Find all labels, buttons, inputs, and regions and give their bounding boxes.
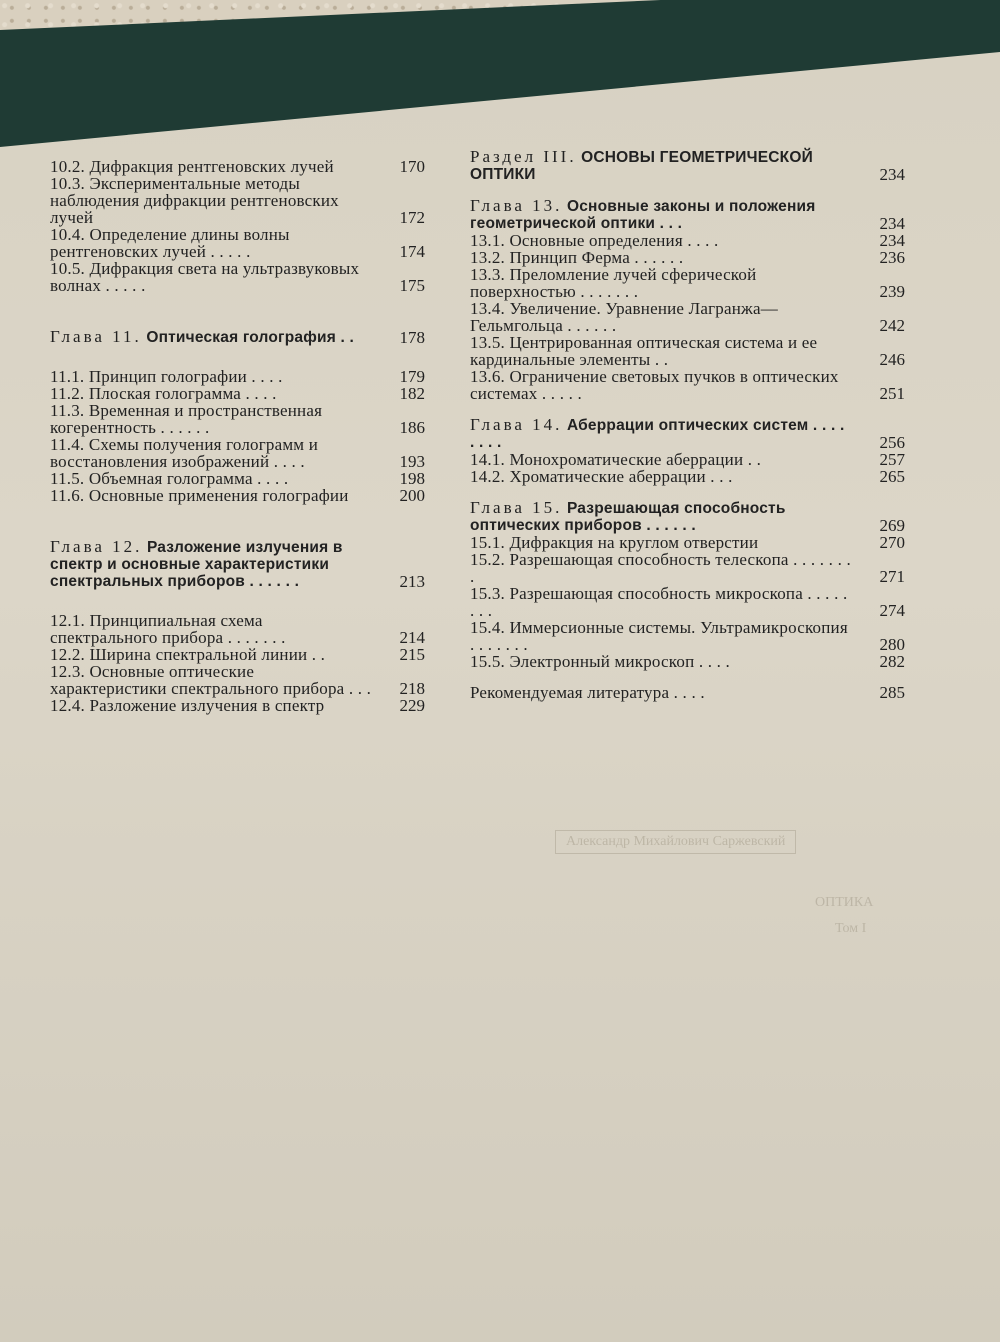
toc-page-number: 170 xyxy=(399,157,425,176)
toc-entry xyxy=(50,612,425,646)
toc-entry-text: 13.3. Преломление лучей сферической поверхностью . . . . . . . xyxy=(470,265,757,301)
toc-entry xyxy=(470,653,905,670)
toc-chapter-entry xyxy=(50,328,425,346)
toc-entry-title xyxy=(470,585,853,619)
toc-page-number: 285 xyxy=(879,683,905,702)
toc-page-number: 269 xyxy=(879,516,905,535)
toc-entry-text: 13.4. Увеличение. Уравнение Лагранжа—Гельмгольца . . . . . . xyxy=(470,299,778,335)
toc-entry xyxy=(50,368,425,385)
imprint-title: ОПТИКА xyxy=(815,895,874,910)
toc-entry-title xyxy=(50,697,373,714)
toc-entry-title xyxy=(50,402,373,436)
toc-entry-title xyxy=(470,197,853,232)
toc-entry-title xyxy=(470,534,853,551)
toc-entry-title xyxy=(470,653,853,670)
toc-entry-text: 15.5. Электронный микроскоп . . . . xyxy=(470,652,730,671)
toc-page-number: 270 xyxy=(879,533,905,552)
toc-entry xyxy=(470,300,905,334)
toc-entry xyxy=(50,663,425,697)
toc-chapter-prefix: Глава 13. xyxy=(470,196,563,215)
toc-entry xyxy=(470,551,905,585)
toc-entry-text: 12.2. Ширина спектральной линии . . xyxy=(50,645,326,664)
toc-chapter-prefix: Глава 14. xyxy=(470,415,563,434)
toc-entry xyxy=(50,646,425,663)
toc-entry-text: Разрешающая способность оптических приборов . . . . . . xyxy=(470,500,786,534)
toc-entry-text: Разложение излучения в спектр и основные характеристики спектральных приборов . . . . . . xyxy=(50,539,343,590)
toc-entry-title xyxy=(50,612,373,646)
toc-entry xyxy=(50,260,425,294)
toc-entry-title xyxy=(50,158,373,175)
toc-page-number: 214 xyxy=(399,628,425,647)
toc-entry-title xyxy=(470,232,853,249)
toc-entry xyxy=(50,175,425,226)
toc-page-number: 215 xyxy=(399,645,425,664)
toc-page-number: 246 xyxy=(879,350,905,369)
toc-chapter-prefix: Глава 15. xyxy=(470,498,563,517)
toc-chapter-entry xyxy=(470,148,905,183)
toc-chapter-entry xyxy=(470,416,905,451)
toc-entry-title xyxy=(470,249,853,266)
toc-entry-title xyxy=(50,487,373,504)
toc-entry xyxy=(50,226,425,260)
toc-entry-text: 13.1. Основные определения . . . . xyxy=(470,231,719,250)
toc-page-number: 257 xyxy=(879,450,905,469)
toc-right-column xyxy=(470,148,905,701)
toc-page-number: 265 xyxy=(879,467,905,486)
toc-entry-title xyxy=(470,684,853,701)
toc-entry xyxy=(50,697,425,714)
imprint-volume: Том I xyxy=(835,921,867,936)
toc-entry-text: 10.2. Дифракция рентгеновских лучей xyxy=(50,157,334,176)
toc-entry-title xyxy=(470,416,853,451)
toc-entry xyxy=(470,368,905,402)
toc-page-number: 236 xyxy=(879,248,905,267)
toc-entry-title xyxy=(470,451,853,468)
toc-page-number: 179 xyxy=(399,367,425,386)
toc-entry-text: 11.5. Объемная голограмма . . . . xyxy=(50,469,289,488)
toc-entry-text: Аберрации оптических систем . . . . . . . . xyxy=(470,417,845,451)
toc-entry-text: 10.3. Экспериментальные методы наблюдения дифракции рентгеновских лучей xyxy=(50,174,339,227)
toc-page-number: 274 xyxy=(879,601,905,620)
toc-entry-text: 11.4. Схемы получения голограмм и восстановления изображений . . . . xyxy=(50,435,319,471)
toc-entry xyxy=(50,158,425,175)
toc-entry-title xyxy=(50,470,373,487)
toc-entry-text: Оптическая голография . . xyxy=(146,329,354,346)
toc-entry xyxy=(50,402,425,436)
toc-entry-title xyxy=(470,499,853,534)
toc-entry-text: 15.1. Дифракция на круглом отверстии xyxy=(470,533,759,552)
toc-entry-title xyxy=(50,385,373,402)
toc-entry-title xyxy=(470,368,853,402)
toc-page-number: 175 xyxy=(399,276,425,295)
toc-entry xyxy=(470,619,905,653)
toc-chapter-prefix: Глава 12. xyxy=(50,537,143,556)
toc-chapter-entry xyxy=(470,197,905,232)
toc-entry xyxy=(470,334,905,368)
toc-left-column xyxy=(50,158,425,714)
toc-entry-text: 11.2. Плоская голограмма . . . . xyxy=(50,384,277,403)
toc-entry-title xyxy=(50,328,373,346)
toc-entry-text: 15.2. Разрешающая способность телескопа . . . . . . . . xyxy=(470,550,851,586)
toc-entry-title xyxy=(470,148,853,183)
toc-entry-text: 15.3. Разрешающая способность микроскопа . . . . . . . . xyxy=(470,584,848,620)
toc-page-number: 193 xyxy=(399,452,425,471)
toc-entry-title xyxy=(50,175,373,226)
toc-entry-text: 10.5. Дифракция света на ультразвуковых волнах . . . . . xyxy=(50,259,360,295)
toc-entry-text: Основные законы и положения геометрической оптики . . . xyxy=(470,198,816,232)
toc-entry-text: 13.5. Центрированная оптическая система и ее кардинальные элементы . . xyxy=(470,333,818,369)
toc-entry-title xyxy=(50,538,373,590)
toc-page-number: 182 xyxy=(399,384,425,403)
toc-chapter-prefix: Раздел III. xyxy=(470,147,577,166)
toc-page-number: 280 xyxy=(879,635,905,654)
toc-entry-text: 11.6. Основные применения голографии xyxy=(50,486,349,505)
toc-entry xyxy=(50,470,425,487)
imprint-block xyxy=(555,830,915,938)
toc-page-number: 234 xyxy=(879,165,905,184)
toc-entry-text: 14.1. Монохроматические аберрации . . xyxy=(470,450,762,469)
toc-entry xyxy=(470,468,905,485)
toc-page-number: 198 xyxy=(399,469,425,488)
toc-entry-text: 14.2. Хроматические аберрации . . . xyxy=(470,467,733,486)
toc-chapter-entry xyxy=(470,499,905,534)
toc-page-number: 178 xyxy=(399,328,425,347)
toc-entry-text: 10.4. Определение длины волны рентгеновских лучей . . . . . xyxy=(50,225,290,261)
toc-page-number: 174 xyxy=(399,242,425,261)
toc-entry xyxy=(470,249,905,266)
toc-page-number: 172 xyxy=(399,208,425,227)
toc-entry-text: 12.4. Разложение излучения в спектр xyxy=(50,696,325,715)
toc-chapter-entry xyxy=(50,538,425,590)
toc-entry-text: 12.3. Основные оптические характеристики спектрального прибора . . . xyxy=(50,662,372,698)
toc-entry-title xyxy=(470,551,853,585)
toc-page-number: 242 xyxy=(879,316,905,335)
toc-page-number: 239 xyxy=(879,282,905,301)
toc-page-number: 251 xyxy=(879,384,905,403)
toc-page-number: 234 xyxy=(879,231,905,250)
toc-entry-text: 13.6. Ограничение световых пучков в оптических системах . . . . . xyxy=(470,367,839,403)
toc-page-number: 200 xyxy=(399,486,425,505)
toc-entry xyxy=(470,585,905,619)
toc-entry-text: 15.4. Иммерсионные системы. Ультрамикроскопия . . . . . . . xyxy=(470,618,848,654)
toc-entry-text: 12.1. Принципиальная схема спектрального прибора . . . . . . . xyxy=(50,611,286,647)
toc-entry-title xyxy=(470,468,853,485)
toc-entry xyxy=(50,385,425,402)
toc-entry-title xyxy=(470,334,853,368)
toc-entry-title xyxy=(50,436,373,470)
toc-entry xyxy=(470,451,905,468)
toc-entry-title xyxy=(470,266,853,300)
toc-page-number: 218 xyxy=(399,679,425,698)
toc-entry-title xyxy=(50,260,373,294)
toc-entry xyxy=(470,266,905,300)
toc-entry-title xyxy=(50,226,373,260)
toc-page-number: 186 xyxy=(399,418,425,437)
toc-entry-title xyxy=(50,663,373,697)
toc-entry-title xyxy=(50,646,373,663)
toc-entry-text: ОСНОВЫ ГЕОМЕТРИЧЕСКОЙ ОПТИКИ xyxy=(470,149,813,183)
toc-entry-title xyxy=(50,368,373,385)
toc-entry-text: 13.2. Принцип Ферма . . . . . . xyxy=(470,248,684,267)
toc-entry xyxy=(470,684,905,701)
toc-entry-text: Рекомендуемая литература . . . . xyxy=(470,683,705,702)
toc-entry xyxy=(470,232,905,249)
author-box: Александр Михайлович Саржевский xyxy=(555,830,796,854)
toc-entry-title xyxy=(470,619,853,653)
toc-page-number: 271 xyxy=(879,567,905,586)
toc-page-number: 229 xyxy=(399,696,425,715)
toc-entry xyxy=(50,436,425,470)
toc-entry-title xyxy=(470,300,853,334)
toc-page-number: 282 xyxy=(879,652,905,671)
toc-entry-text: 11.1. Принцип голографии . . . . xyxy=(50,367,283,386)
toc-page-number: 234 xyxy=(879,214,905,233)
toc-entry xyxy=(470,534,905,551)
toc-page-number: 213 xyxy=(399,572,425,591)
toc-entry xyxy=(50,487,425,504)
toc-entry-text: 11.3. Временная и пространственная когерентность . . . . . . xyxy=(50,401,323,437)
toc-page-number: 256 xyxy=(879,433,905,452)
toc-chapter-prefix: Глава 11. xyxy=(50,327,142,346)
